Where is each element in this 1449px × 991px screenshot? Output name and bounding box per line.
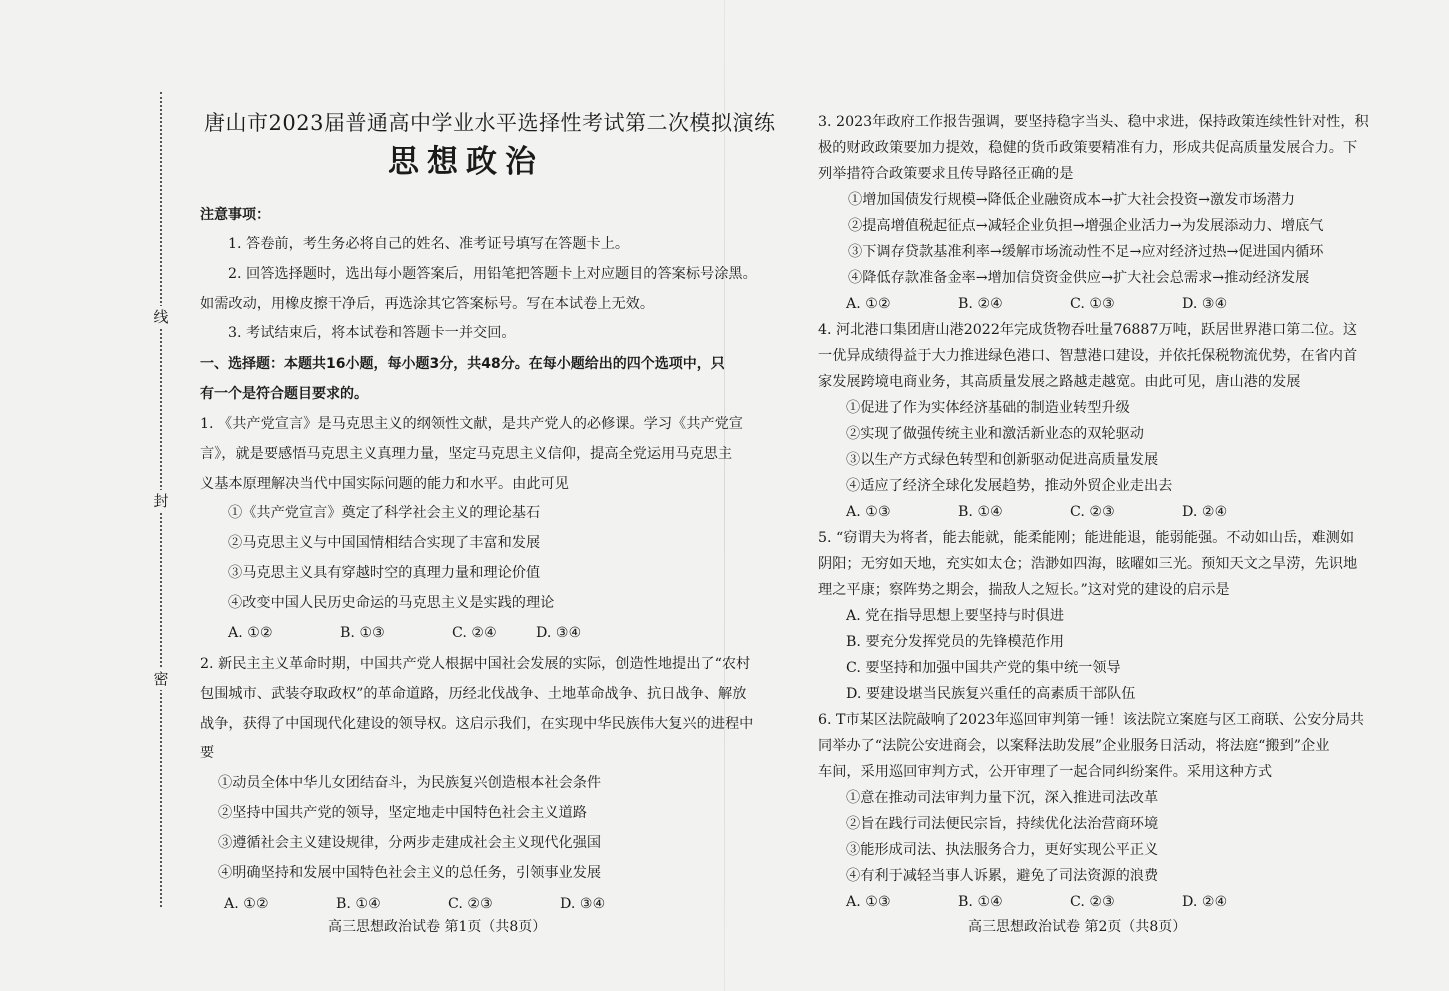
q4-stem-line1: 4. 河北港口集团唐山港2022年完成货物吞吐量76887万吨，跃居世界港口第二位。这 [818, 322, 1358, 338]
q1-item-1: ①《共产党宣言》奠定了科学社会主义的理论基石 [228, 505, 541, 521]
q5-stem-line3: 理之平康；察阵势之期会，揣敌人之短长。”这对党的建设的启示是 [818, 582, 1230, 598]
note-2-cont: 如需改动，用橡皮擦干净后，再选涂其它答案标号。写在本试卷上无效。 [200, 296, 655, 312]
page-2-footer: 高三思想政治试卷 第2页（共8页） [968, 919, 1187, 935]
page-1-footer: 高三思想政治试卷 第1页（共8页） [328, 919, 547, 935]
q3-item-3: ③下调存贷款基准利率→缓解市场流动性不足→应对经济过热→促进国内循环 [848, 244, 1324, 260]
q1-stem-line1: 1. 《共产党宣言》是马克思主义的纲领性文献，是共产党人的必修课。学习《共产党宣 [200, 416, 743, 432]
q1-item-2: ②马克思主义与中国国情相结合实现了丰富和发展 [228, 535, 541, 551]
q4-item-2: ②实现了做强传统主业和激活新业态的双轮驱动 [846, 426, 1144, 442]
q2-stem-line1: 2. 新民主主义革命时期，中国共产党人根据中国社会发展的实际，创造性地提出了“农村 [200, 656, 751, 672]
subject-title: 思想政治 [388, 144, 544, 180]
q2-option-b: B. ①④ [336, 896, 381, 912]
q2-item-1: ①动员全体中华儿女团结奋斗，为民族复兴创造根本社会条件 [218, 775, 602, 791]
q6-stem-line2: 同举办了“法院公安进商会，以案释法助发展”企业服务日活动，将法庭“搬到”企业 [818, 738, 1330, 754]
q5-choice-d: D. 要建设堪当民族复兴重任的高素质干部队伍 [846, 686, 1136, 702]
q6-option-a: A. ①③ [846, 894, 891, 910]
note-2: 2. 回答选择题时，选出每小题答案后，用铅笔把答题卡上对应题目的答案标号涂黑。 [228, 266, 757, 282]
q6-item-3: ③能形成司法、执法服务合力，更好实现公平正义 [846, 842, 1159, 858]
q2-stem-line4: 要 [200, 745, 215, 761]
q5-stem-line2: 阴阳；无穷如天地，充实如太仓；浩渺如四海，眩曜如三光。预知天文之旱涝，先识地 [818, 556, 1358, 572]
q3-option-a: A. ①② [846, 296, 891, 312]
q6-option-d: D. ②④ [1182, 894, 1228, 910]
q2-stem-line2: 包围城市、武装夺取政权”的革命道路，历经北伐战争、土地革命战争、抗日战争、解放 [200, 686, 747, 702]
section-heading-line1: 一、选择题：本题共16小题，每小题3分，共48分。在每小题给出的四个选项中，只 [200, 356, 725, 372]
note-1: 1. 答卷前，考生务必将自己的姓名、准考证号填写在答题卡上。 [228, 236, 630, 252]
q2-stem-line3: 战争，获得了中国现代化建设的领导权。这启示我们，在实现中华民族伟大复兴的进程中 [200, 716, 754, 732]
q1-stem-line2: 言》，就是要感悟马克思主义真理力量，坚定马克思主义信仰，提高全党运用马克思主 [200, 446, 733, 462]
q1-stem-line3: 义基本原理解决当代中国实际问题的能力和水平。由此可见 [200, 476, 569, 492]
q5-stem-line1: 5. “窃谓夫为将者，能去能就，能柔能刚；能进能退，能弱能强。不动如山岳，难测如 [818, 530, 1355, 546]
q3-option-b: B. ②④ [958, 296, 1003, 312]
q4-option-a: A. ①③ [846, 504, 891, 520]
binding-mark-line: 线 [150, 306, 172, 328]
q4-options [846, 502, 1294, 522]
binding-mark-secret: 密 [150, 668, 172, 690]
q5-choice-c: C. 要坚持和加强中国共产党的集中统一领导 [846, 660, 1121, 676]
notes-heading: 注意事项： [200, 207, 270, 223]
q4-item-4: ④适应了经济全球化发展趋势，推动外贸企业走出去 [846, 478, 1173, 494]
q2-item-4: ④明确坚持和发展中国特色社会主义的总任务，引领事业发展 [218, 865, 602, 881]
q3-option-d: D. ③④ [1182, 296, 1228, 312]
q5-choice-b: B. 要充分发挥党员的先锋模范作用 [846, 634, 1065, 650]
q4-option-d: D. ②④ [1182, 504, 1228, 520]
q2-option-a: A. ①② [224, 896, 269, 912]
q4-item-3: ③以生产方式绿色转型和创新驱动促进高质量发展 [846, 452, 1159, 468]
q2-item-2: ②坚持中国共产党的领导，坚定地走中国特色社会主义道路 [218, 805, 587, 821]
q3-stem-line2: 极的财政政策要加力提效，稳健的货币政策要精准有力，形成共促高质量发展合力。下 [818, 140, 1358, 156]
q6-stem-line1: 6. T市某区法院敲响了2023年巡回审判第一锤！该法院立案庭与区工商联、公安分局共 [818, 712, 1364, 728]
q6-stem-line3: 车间，采用巡回审判方式，公开审理了一起合同纠纷案件。采用这种方式 [818, 764, 1273, 780]
q4-option-c: C. ②③ [1070, 504, 1115, 520]
q1-item-3: ③马克思主义具有穿越时空的真理力量和理论价值 [228, 565, 541, 581]
q6-item-2: ②旨在践行司法便民宗旨，持续优化法治营商环境 [846, 816, 1159, 832]
q1-option-d: D. ③④ [536, 625, 582, 641]
q1-option-a: A. ①② [228, 625, 273, 641]
q1-item-4: ④改变中国人民历史命运的马克思主义是实践的理论 [228, 595, 555, 611]
page-fold [724, 0, 725, 991]
binding-mark-seal: 封 [150, 490, 172, 512]
q4-item-1: ①促进了作为实体经济基础的制造业转型升级 [846, 400, 1130, 416]
q6-option-c: C. ②③ [1070, 894, 1115, 910]
q6-item-4: ④有利于减轻当事人诉累，避免了司法资源的浪费 [846, 868, 1159, 884]
q3-item-1: ①增加国债发行规模→降低企业融资成本→扩大社会投资→激发市场潜力 [848, 192, 1296, 208]
section-heading-line2: 有一个是符合题目要求的。 [200, 386, 368, 402]
q1-option-b: B. ①③ [340, 625, 385, 641]
q2-options [224, 894, 672, 914]
q4-stem-line2: 一优异成绩得益于大力推进绿色港口、智慧港口建设，并依托保税物流优势，在省内首 [818, 348, 1358, 364]
note-3: 3. 考试结束后，将本试卷和答题卡一并交回。 [228, 325, 516, 341]
q3-options [846, 294, 1294, 314]
q6-option-b: B. ①④ [958, 894, 1003, 910]
q2-option-d: D. ③④ [560, 896, 606, 912]
q1-options [228, 623, 648, 643]
q3-item-2: ②提高增值税起征点→减轻企业负担→增强企业活力→为发展添动力、增底气 [848, 218, 1324, 234]
q5-choice-a: A. 党在指导思想上要坚持与时俱进 [846, 608, 1064, 624]
q1-option-c: C. ②④ [452, 625, 497, 641]
q3-option-c: C. ①③ [1070, 296, 1115, 312]
q4-option-b: B. ①④ [958, 504, 1003, 520]
q3-stem-line3: 列举措符合政策要求且传导路径正确的是 [818, 166, 1074, 182]
q2-item-3: ③遵循社会主义建设规律，分两步走建成社会主义现代化强国 [218, 835, 602, 851]
exam-title: 唐山市2023届普通高中学业水平选择性考试第二次模拟演练 [204, 111, 776, 135]
q3-item-4: ④降低存款准备金率→增加信贷资金供应→扩大社会总需求→推动经济发展 [848, 270, 1310, 286]
q3-stem-line1: 3. 2023年政府工作报告强调，要坚持稳字当头、稳中求进，保持政策连续性针对性，积 [818, 114, 1369, 130]
q6-item-1: ①意在推动司法审判力量下沉，深入推进司法改革 [846, 790, 1159, 806]
q6-options [846, 892, 1294, 912]
q4-stem-line3: 家发展跨境电商业务，其高质量发展之路越走越宽。由此可见，唐山港的发展 [818, 374, 1301, 390]
q2-option-c: C. ②③ [448, 896, 493, 912]
